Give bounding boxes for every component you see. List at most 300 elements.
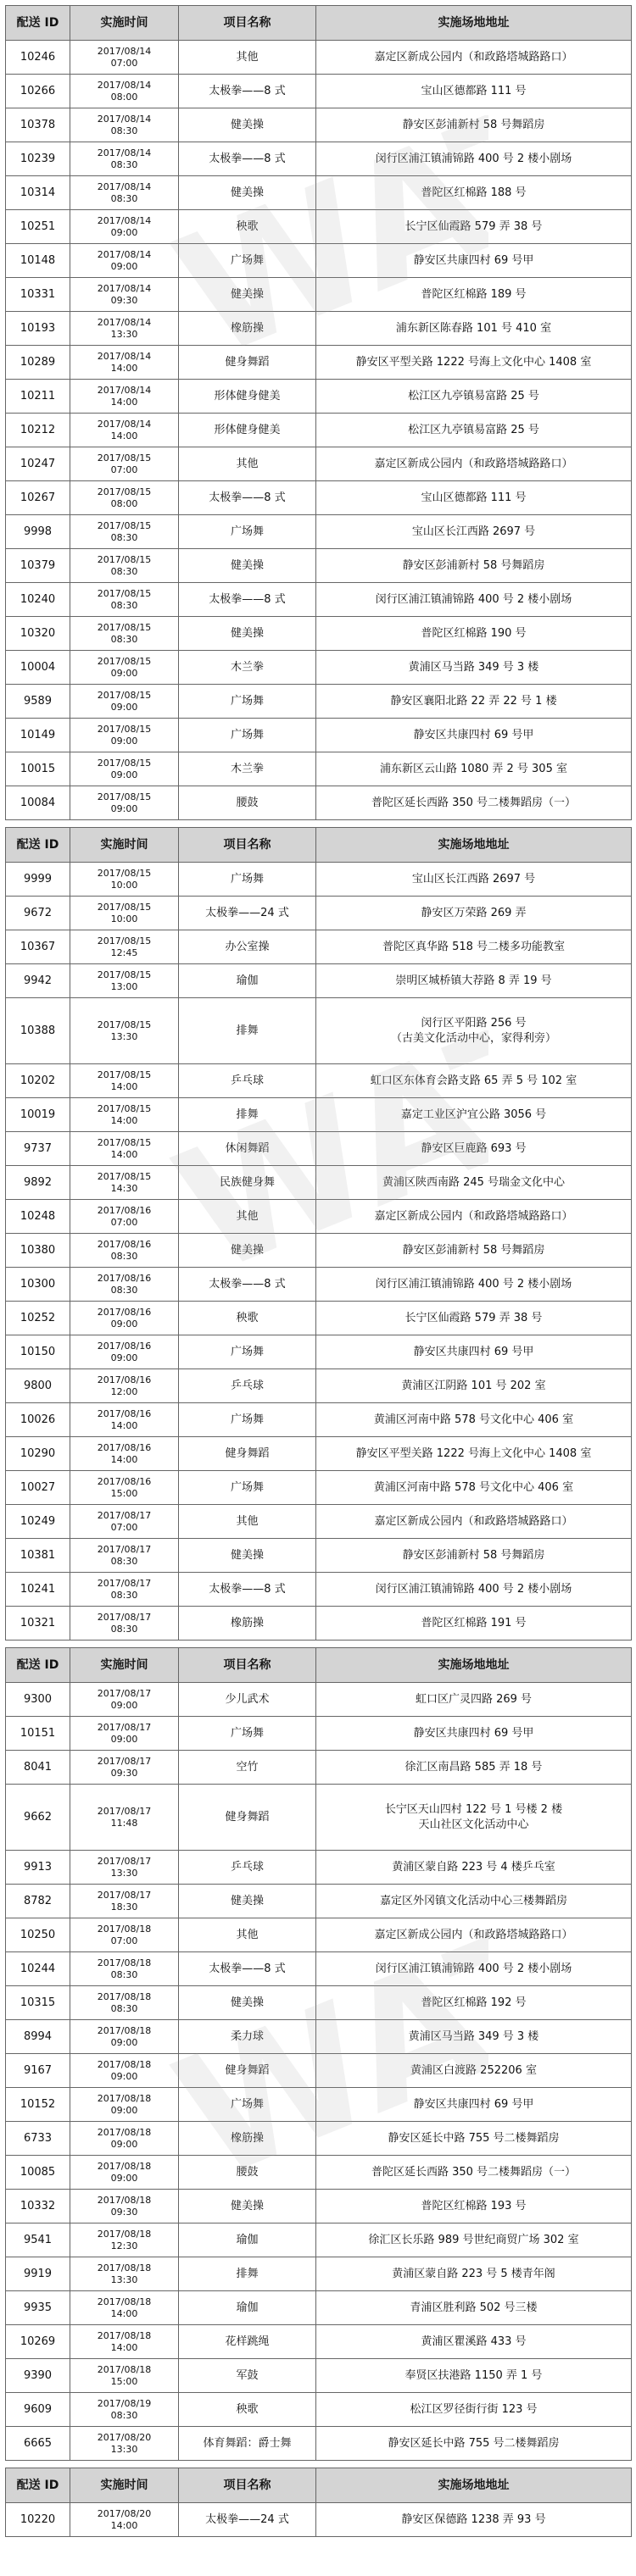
clock-text: 13:30	[110, 2443, 138, 2455]
delivery-id: 10246	[6, 41, 70, 75]
watermark-text: WAT	[152, 115, 488, 369]
clock-text: 09:00	[110, 1352, 138, 1363]
venue-address	[316, 1952, 632, 1986]
delivery-id: 10240	[6, 583, 70, 617]
delivery-id: 9892	[6, 1166, 70, 1200]
date-text: 2017/08/18	[97, 2160, 152, 2172]
date-text: 2017/08/15	[97, 1136, 152, 1148]
date-text: 2017/08/20	[97, 2431, 152, 2443]
project-name: 瑜伽	[179, 2223, 316, 2257]
table-row	[6, 1234, 632, 1268]
time-cell	[70, 998, 179, 1064]
date-text: 2017/08/15	[97, 621, 152, 633]
address-line: 黄浦区白渡路 252206 室	[410, 2063, 537, 2077]
table-row	[6, 142, 632, 176]
address-line: 长宁区仙霞路 579 弄 38 号	[404, 1311, 543, 1324]
date-text: 2017/08/18	[97, 2296, 152, 2307]
address-line: 浦东新区陈春路 101 号 410 室	[395, 321, 552, 335]
date-text: 2017/08/15	[97, 1170, 152, 1182]
venue-address	[316, 2359, 632, 2393]
schedule-table	[5, 827, 632, 1641]
header-row	[6, 1648, 632, 1683]
project-name: 瑜伽	[179, 964, 316, 998]
date-text: 2017/08/18	[97, 2363, 152, 2375]
time-cell	[70, 142, 179, 176]
delivery-id: 10150	[6, 1335, 70, 1369]
date-text: 2017/08/16	[97, 1204, 152, 1216]
address-line: 静安区彭浦新村 58 号舞蹈房	[402, 1243, 545, 1257]
date-text: 2017/08/18	[97, 1923, 152, 1935]
schedule-table	[5, 2468, 632, 2537]
header-row	[6, 6, 632, 41]
delivery-id: 6733	[6, 2122, 70, 2156]
time-cell	[70, 75, 179, 108]
table-row	[6, 244, 632, 278]
address-line: 黄浦区江阴路 101 号 202 室	[401, 1379, 546, 1392]
schedule-table	[5, 1647, 632, 2461]
header-address: 实施场地地址	[316, 1648, 632, 1683]
clock-text: 15:00	[110, 2375, 138, 2387]
header-row	[6, 828, 632, 863]
table-row	[6, 1683, 632, 1717]
venue-address	[316, 651, 632, 685]
time-cell	[70, 2054, 179, 2088]
address-line: 静安区共康四村 69 号甲	[413, 2097, 534, 2111]
table-row	[6, 515, 632, 549]
project-name: 广场舞	[179, 863, 316, 897]
date-text: 2017/08/18	[97, 1957, 152, 1968]
clock-text: 07:00	[110, 464, 138, 475]
address-line: 徐汇区长乐路 989 号世纪商贸广场 302 室	[368, 2233, 579, 2246]
clock-text: 14:00	[110, 1080, 138, 1092]
clock-text: 08:30	[110, 1623, 138, 1635]
project-name: 其他	[179, 447, 316, 481]
clock-text: 08:30	[110, 158, 138, 170]
address-line: 闵行区浦江镇浦锦路 400 号 2 楼小剧场	[375, 1277, 572, 1291]
table-row	[6, 719, 632, 752]
clock-text: 14:00	[110, 2341, 138, 2353]
address-line: 静安区共康四村 69 号甲	[413, 1345, 534, 1358]
venue-address	[316, 1717, 632, 1751]
project-name: 太极拳——8 式	[179, 481, 316, 515]
header-address: 实施场地地址	[316, 6, 632, 41]
header-id: 配送 ID	[6, 1648, 70, 1683]
clock-text: 07:00	[110, 57, 138, 69]
project-name: 太极拳——8 式	[179, 583, 316, 617]
date-text: 2017/08/15	[97, 1019, 152, 1030]
address-line: 嘉定区外冈镇文化活动中心三楼舞蹈房	[379, 1894, 567, 1907]
address-line: 普陀区红棉路 191 号	[421, 1616, 527, 1629]
clock-text: 10:00	[110, 913, 138, 924]
venue-address	[316, 2257, 632, 2291]
project-name: 花样跳绳	[179, 2325, 316, 2359]
header-time: 实施时间	[70, 2468, 179, 2503]
table-row	[6, 897, 632, 930]
date-text: 2017/08/14	[97, 214, 152, 226]
address-line: 嘉定区新成公园内（和政路塔城路路口）	[374, 50, 573, 64]
date-text: 2017/08/15	[97, 655, 152, 667]
address-line: 宝山区德都路 111 号	[421, 491, 527, 504]
address-line: 静安区保德路 1238 弄 93 号	[401, 2512, 546, 2526]
delivery-id: 9167	[6, 2054, 70, 2088]
project-name: 橡筋操	[179, 312, 316, 346]
project-name: 排舞	[179, 1098, 316, 1132]
time-cell	[70, 2291, 179, 2325]
clock-text: 08:30	[110, 1284, 138, 1296]
venue-address	[316, 863, 632, 897]
date-text: 2017/08/14	[97, 45, 152, 57]
table-row	[6, 108, 632, 142]
table-row	[6, 1471, 632, 1505]
project-name: 腰鼓	[179, 2156, 316, 2190]
address-line: 普陀区延长西路 350 号二楼舞蹈房（一）	[371, 796, 577, 809]
address-line: 长宁区仙霞路 579 弄 38 号	[404, 219, 543, 233]
project-name: 广场舞	[179, 515, 316, 549]
address-line: 松江区罗径街行街 123 号	[410, 2402, 538, 2416]
date-text: 2017/08/16	[97, 1238, 152, 1250]
address-line: 闵行区浦江镇浦锦路 400 号 2 楼小剧场	[375, 1962, 572, 1975]
project-name: 秧歌	[179, 2393, 316, 2427]
delivery-id: 10152	[6, 2088, 70, 2122]
clock-text: 09:00	[110, 1733, 138, 1745]
clock-text: 14:00	[110, 1453, 138, 1465]
delivery-id: 10085	[6, 2156, 70, 2190]
venue-address	[316, 2291, 632, 2325]
time-cell	[70, 1683, 179, 1717]
address-line: 普陀区红棉路 189 号	[421, 287, 527, 301]
delivery-id: 10084	[6, 786, 70, 820]
venue-address	[316, 1064, 632, 1098]
venue-address	[316, 998, 632, 1064]
time-cell	[70, 786, 179, 820]
address-line: 嘉定工业区沪宜公路 3056 号	[400, 1108, 547, 1121]
project-name: 太极拳——24 式	[179, 2503, 316, 2537]
project-name: 体育舞蹈：爵士舞	[179, 2427, 316, 2461]
date-text: 2017/08/18	[97, 1990, 152, 2002]
address-line: 黄浦区蒙自路 223 号 5 楼青年阁	[392, 2267, 555, 2280]
project-name: 民族健身舞	[179, 1166, 316, 1200]
clock-text: 09:00	[110, 260, 138, 272]
table-row	[6, 685, 632, 719]
delivery-id: 10321	[6, 1607, 70, 1641]
delivery-id: 10241	[6, 1573, 70, 1607]
delivery-id: 9737	[6, 1132, 70, 1166]
project-name: 广场舞	[179, 719, 316, 752]
table-row	[6, 312, 632, 346]
project-name: 木兰拳	[179, 752, 316, 786]
venue-address	[316, 1166, 632, 1200]
date-text: 2017/08/17	[97, 1543, 152, 1555]
address-line: 静安区彭浦新村 58 号舞蹈房	[402, 1548, 545, 1562]
address-line: 闵行区平阳路 256 号	[421, 1016, 527, 1030]
address-line: 虹口区广灵四路 269 号	[415, 1692, 533, 1706]
delivery-id: 9589	[6, 685, 70, 719]
project-name: 柔力球	[179, 2020, 316, 2054]
venue-address	[316, 515, 632, 549]
project-name: 太极拳——8 式	[179, 1573, 316, 1607]
project-name: 健身舞蹈	[179, 1785, 316, 1851]
project-name: 排舞	[179, 998, 316, 1064]
address-line: 浦东新区云山路 1080 弄 2 号 305 室	[380, 762, 567, 775]
time-cell	[70, 1369, 179, 1403]
header-time: 实施时间	[70, 1648, 179, 1683]
address-line: 宝山区长江西路 2697 号	[411, 872, 536, 886]
date-text: 2017/08/15	[97, 969, 152, 980]
time-cell	[70, 2393, 179, 2427]
clock-text: 14:00	[110, 2519, 138, 2531]
project-name: 健身舞蹈	[179, 1437, 316, 1471]
time-cell	[70, 1098, 179, 1132]
date-text: 2017/08/17	[97, 1509, 152, 1521]
delivery-id: 10151	[6, 1717, 70, 1751]
table-row	[6, 41, 632, 75]
delivery-id: 9672	[6, 897, 70, 930]
address-line: 普陀区红棉路 192 号	[421, 1996, 527, 2009]
clock-text: 08:30	[110, 599, 138, 611]
table-row	[6, 2020, 632, 2054]
venue-address	[316, 2088, 632, 2122]
project-name: 太极拳——24 式	[179, 897, 316, 930]
project-name: 办公室操	[179, 930, 316, 964]
date-text: 2017/08/15	[97, 935, 152, 947]
date-text: 2017/08/15	[97, 791, 152, 802]
date-text: 2017/08/17	[97, 1755, 152, 1767]
table-row	[6, 2054, 632, 2088]
clock-text: 09:00	[110, 667, 138, 679]
clock-text: 09:00	[110, 2070, 138, 2082]
address-line: 普陀区延长西路 350 号二楼舞蹈房（一）	[371, 2165, 577, 2179]
project-name: 腰鼓	[179, 786, 316, 820]
project-name: 乒乓球	[179, 1064, 316, 1098]
table-row	[6, 1064, 632, 1098]
delivery-id: 6665	[6, 2427, 70, 2461]
table-row	[6, 176, 632, 210]
table-row	[6, 583, 632, 617]
venue-address	[316, 685, 632, 719]
header-id: 配送 ID	[6, 2468, 70, 2503]
delivery-id: 9935	[6, 2291, 70, 2325]
clock-text: 14:00	[110, 396, 138, 408]
time-cell	[70, 1200, 179, 1234]
venue-address	[316, 447, 632, 481]
address-line: 静安区共康四村 69 号甲	[413, 253, 534, 267]
delivery-id: 10027	[6, 1471, 70, 1505]
delivery-id: 10212	[6, 414, 70, 447]
clock-text: 09:00	[110, 226, 138, 238]
table-gap	[5, 2461, 631, 2468]
time-cell	[70, 549, 179, 583]
date-text: 2017/08/14	[97, 282, 152, 294]
project-name: 广场舞	[179, 1471, 316, 1505]
clock-text: 07:00	[110, 1521, 138, 1533]
date-text: 2017/08/18	[97, 2126, 152, 2138]
date-text: 2017/08/14	[97, 113, 152, 125]
address-line: 闵行区浦江镇浦锦路 400 号 2 楼小剧场	[375, 1582, 572, 1596]
delivery-id: 9541	[6, 2223, 70, 2257]
time-cell	[70, 1952, 179, 1986]
address-line: 静安区共康四村 69 号甲	[413, 1726, 534, 1740]
clock-text: 14:00	[110, 362, 138, 374]
clock-text: 08:00	[110, 497, 138, 509]
address-line: 静安区万荣路 269 弄	[421, 906, 527, 919]
project-name: 广场舞	[179, 1717, 316, 1751]
clock-text: 08:00	[110, 91, 138, 103]
time-cell	[70, 897, 179, 930]
time-cell	[70, 1437, 179, 1471]
project-name: 健美操	[179, 1234, 316, 1268]
clock-text: 08:30	[110, 531, 138, 543]
time-cell	[70, 481, 179, 515]
time-cell	[70, 1717, 179, 1751]
table-row	[6, 2291, 632, 2325]
address-line: 普陀区红棉路 188 号	[421, 186, 527, 199]
delivery-id: 10252	[6, 1302, 70, 1335]
delivery-id: 10211	[6, 380, 70, 414]
venue-address	[316, 108, 632, 142]
project-name: 其他	[179, 1505, 316, 1539]
delivery-id: 10149	[6, 719, 70, 752]
delivery-id: 10239	[6, 142, 70, 176]
date-text: 2017/08/16	[97, 1272, 152, 1284]
table-row	[6, 2223, 632, 2257]
date-text: 2017/08/18	[97, 2262, 152, 2273]
venue-address	[316, 1369, 632, 1403]
address-line: 静安区彭浦新村 58 号舞蹈房	[402, 558, 545, 572]
venue-address	[316, 1437, 632, 1471]
clock-text: 13:00	[110, 980, 138, 992]
clock-text: 13:30	[110, 1030, 138, 1042]
project-name: 太极拳——8 式	[179, 142, 316, 176]
delivery-id: 10244	[6, 1952, 70, 1986]
venue-address	[316, 1335, 632, 1369]
address-line: 静安区巨鹿路 693 号	[421, 1141, 527, 1155]
delivery-id: 10148	[6, 244, 70, 278]
venue-address	[316, 1471, 632, 1505]
delivery-id: 9942	[6, 964, 70, 998]
clock-text: 14:00	[110, 2307, 138, 2319]
delivery-id: 10300	[6, 1268, 70, 1302]
venue-address	[316, 244, 632, 278]
project-name: 秧歌	[179, 1302, 316, 1335]
table-row	[6, 1403, 632, 1437]
project-name: 秧歌	[179, 210, 316, 244]
delivery-id: 9609	[6, 2393, 70, 2427]
clock-text: 09:00	[110, 2172, 138, 2184]
date-text: 2017/08/18	[97, 2058, 152, 2070]
clock-text: 08:30	[110, 2409, 138, 2421]
watermark-text: WAT	[152, 1030, 488, 1285]
venue-address	[316, 549, 632, 583]
address-line: （古美文化活动中心，家得利旁）	[390, 1031, 556, 1045]
delivery-id: 10015	[6, 752, 70, 786]
project-name: 健美操	[179, 278, 316, 312]
address-line: 普陀区红棉路 193 号	[421, 2199, 527, 2212]
date-text: 2017/08/15	[97, 689, 152, 701]
project-name: 健美操	[179, 2190, 316, 2223]
venue-address	[316, 481, 632, 515]
project-name: 健身舞蹈	[179, 346, 316, 380]
table-row	[6, 1098, 632, 1132]
project-name: 健美操	[179, 108, 316, 142]
delivery-id: 10331	[6, 278, 70, 312]
table-row	[6, 1785, 632, 1851]
table-row	[6, 414, 632, 447]
date-text: 2017/08/14	[97, 180, 152, 192]
address-line: 黄浦区河南中路 578 号文化中心 406 室	[373, 1413, 574, 1426]
time-cell	[70, 447, 179, 481]
table-row	[6, 75, 632, 108]
venue-address	[316, 1851, 632, 1885]
project-name: 健美操	[179, 549, 316, 583]
delivery-id: 10315	[6, 1986, 70, 2020]
date-text: 2017/08/15	[97, 553, 152, 565]
clock-text: 09:00	[110, 735, 138, 747]
date-text: 2017/08/16	[97, 1441, 152, 1453]
date-text: 2017/08/17	[97, 1687, 152, 1699]
table-row	[6, 863, 632, 897]
header-time: 实施时间	[70, 6, 179, 41]
table-row	[6, 2122, 632, 2156]
date-text: 2017/08/15	[97, 1102, 152, 1114]
project-name: 广场舞	[179, 685, 316, 719]
clock-text: 11:48	[110, 1817, 138, 1829]
delivery-id: 10249	[6, 1505, 70, 1539]
project-name: 排舞	[179, 2257, 316, 2291]
time-cell	[70, 1607, 179, 1641]
header-address: 实施场地地址	[316, 2468, 632, 2503]
venue-address	[316, 312, 632, 346]
table-row	[6, 930, 632, 964]
venue-address	[316, 41, 632, 75]
delivery-id: 10332	[6, 2190, 70, 2223]
address-line: 宝山区德都路 111 号	[421, 84, 527, 97]
clock-text: 15:00	[110, 1487, 138, 1499]
delivery-id: 10380	[6, 1234, 70, 1268]
header-name: 项目名称	[179, 1648, 316, 1683]
schedule-sheet	[5, 5, 631, 2537]
table-row	[6, 481, 632, 515]
project-name: 乒乓球	[179, 1851, 316, 1885]
time-cell	[70, 1785, 179, 1851]
clock-text: 13:30	[110, 328, 138, 340]
table-row	[6, 1751, 632, 1785]
time-cell	[70, 108, 179, 142]
delivery-id: 10248	[6, 1200, 70, 1234]
clock-text: 09:00	[110, 1699, 138, 1711]
venue-address	[316, 1885, 632, 1918]
clock-text: 08:30	[110, 633, 138, 645]
header-address: 实施场地地址	[316, 828, 632, 863]
venue-address	[316, 1403, 632, 1437]
time-cell	[70, 685, 179, 719]
watermark-text: WAT	[152, 1937, 488, 2191]
time-cell	[70, 1986, 179, 2020]
table-row	[6, 2427, 632, 2461]
venue-address	[316, 278, 632, 312]
venue-address	[316, 176, 632, 210]
table-row	[6, 752, 632, 786]
project-name: 形体健身健美	[179, 380, 316, 414]
address-line: 长宁区天山四村 122 号 1 号楼 2 楼	[384, 1802, 563, 1816]
venue-address	[316, 1785, 632, 1851]
time-cell	[70, 2427, 179, 2461]
table-row	[6, 1268, 632, 1302]
venue-address	[316, 1751, 632, 1785]
date-text: 2017/08/16	[97, 1374, 152, 1385]
time-cell	[70, 1885, 179, 1918]
clock-text: 08:30	[110, 565, 138, 577]
address-line: 嘉定区新成公园内（和政路塔城路路口）	[374, 1514, 573, 1528]
